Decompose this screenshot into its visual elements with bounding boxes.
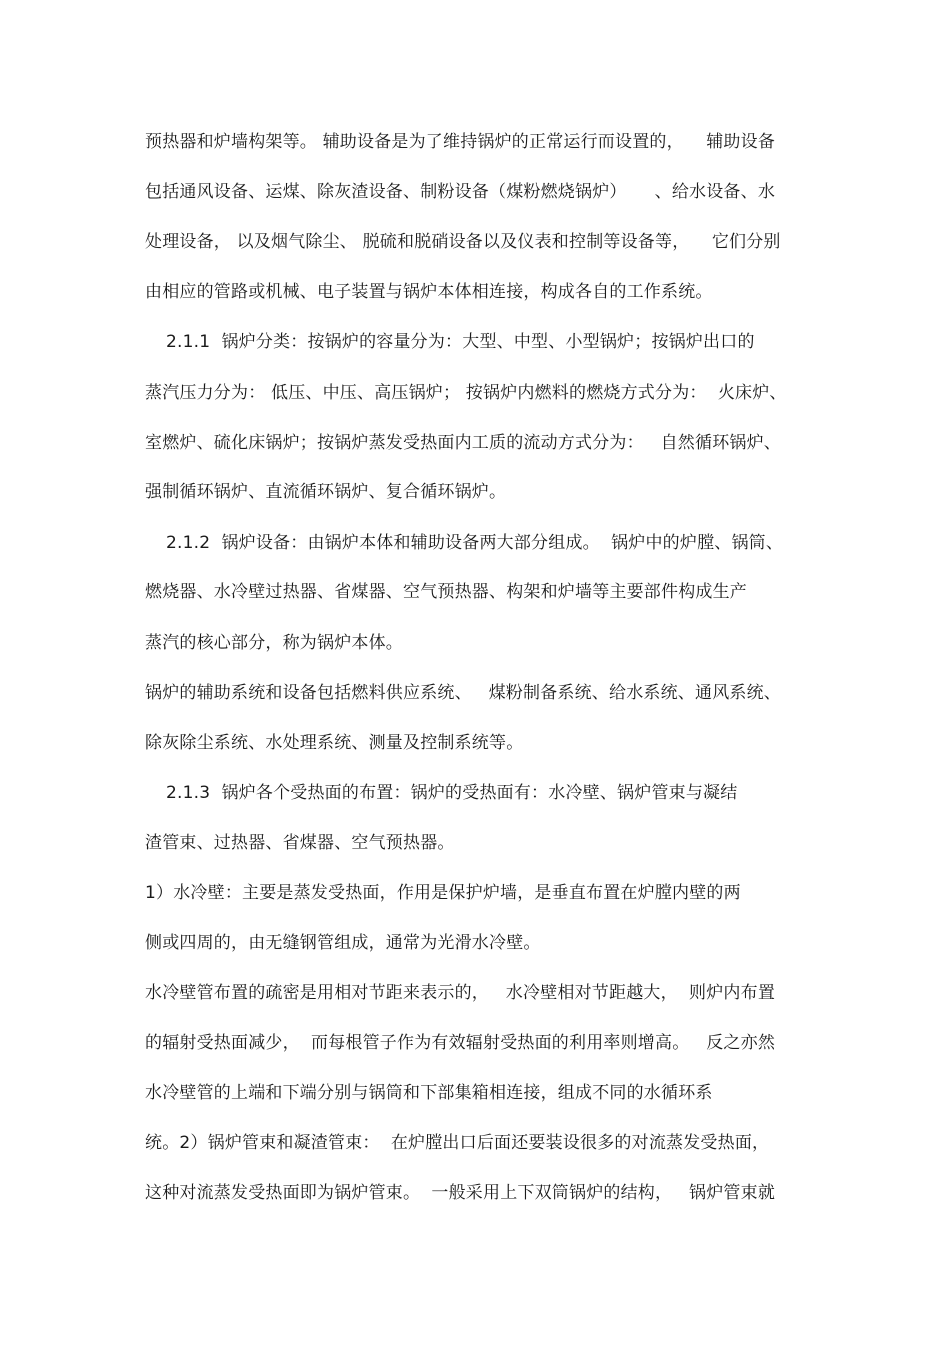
text-line: 处理设备， 以及烟气除尘、 脱硫和脱硝设备以及仪表和控制等设备等， 它们分别 bbox=[145, 232, 781, 252]
section-heading-2-1-1: 2.1.1 锅炉分类：按锅炉的容量分为：大型、中型、小型锅炉；按锅炉出口的 bbox=[166, 332, 755, 352]
text-line: 锅炉的辅助系统和设备包括燃料供应系统、 煤粉制备系统、给水系统、通风系统、 bbox=[145, 683, 782, 703]
text-line: 燃烧器、水冷壁过热器、省煤器、空气预热器、构架和炉墙等主要部件构成生产 bbox=[145, 582, 747, 602]
text-line: 室燃炉、硫化床锅炉；按锅炉蒸发受热面内工质的流动方式分为： 自然循环锅炉、 bbox=[145, 433, 782, 453]
text-line: 由相应的管路或机械、电子装置与锅炉本体相连接，构成各自的工作系统。 bbox=[145, 282, 713, 302]
text-line: 的辐射受热面减少， 而每根管子作为有效辐射受热面的利用率则增高。 反之亦然 bbox=[145, 1033, 776, 1053]
text-line: 蒸汽的核心部分，称为锅炉本体。 bbox=[145, 633, 403, 653]
text-line: 强制循环锅炉、直流循环锅炉、复合循环锅炉。 bbox=[145, 482, 507, 502]
text-line: 水冷壁管布置的疏密是用相对节距来表示的， 水冷壁相对节距越大， 则炉内布置 bbox=[145, 983, 776, 1003]
list-item-1: 1）水冷壁：主要是蒸发受热面，作用是保护炉墙，是垂直布置在炉膛内壁的两 bbox=[145, 883, 741, 903]
section-heading-2-1-3: 2.1.3 锅炉各个受热面的布置：锅炉的受热面有：水冷壁、锅炉管束与凝结 bbox=[166, 783, 738, 803]
list-item-2: 统。2）锅炉管束和凝渣管束： 在炉膛出口后面还要装设很多的对流蒸发受热面， bbox=[145, 1133, 770, 1153]
text-line: 蒸汽压力分为： 低压、中压、高压锅炉； 按锅炉内燃料的燃烧方式分为： 火床炉、 bbox=[145, 383, 787, 403]
text-line: 预热器和炉墙构架等。 辅助设备是为了维持锅炉的正常运行而设置的， 辅助设备 bbox=[145, 132, 776, 152]
text-line: 渣管束、过热器、省煤器、空气预热器。 bbox=[145, 833, 455, 853]
text-line: 水冷壁管的上端和下端分别与锅筒和下部集箱相连接，组成不同的水循环系 bbox=[145, 1083, 713, 1103]
section-heading-2-1-2: 2.1.2 锅炉设备：由锅炉本体和辅助设备两大部分组成。 锅炉中的炉膛、锅筒、 bbox=[166, 533, 784, 553]
text-line: 这种对流蒸发受热面即为锅炉管束。 一般采用上下双筒锅炉的结构， 锅炉管束就 bbox=[145, 1183, 776, 1203]
text-line: 除灰除尘系统、水处理系统、测量及控制系统等。 bbox=[145, 733, 524, 753]
text-line: 包括通风设备、运煤、除灰渣设备、制粉设备（煤粉燃烧锅炉） 、给水设备、水 bbox=[145, 182, 776, 202]
text-line: 侧或四周的，由无缝钢管组成，通常为光滑水冷壁。 bbox=[145, 933, 541, 953]
